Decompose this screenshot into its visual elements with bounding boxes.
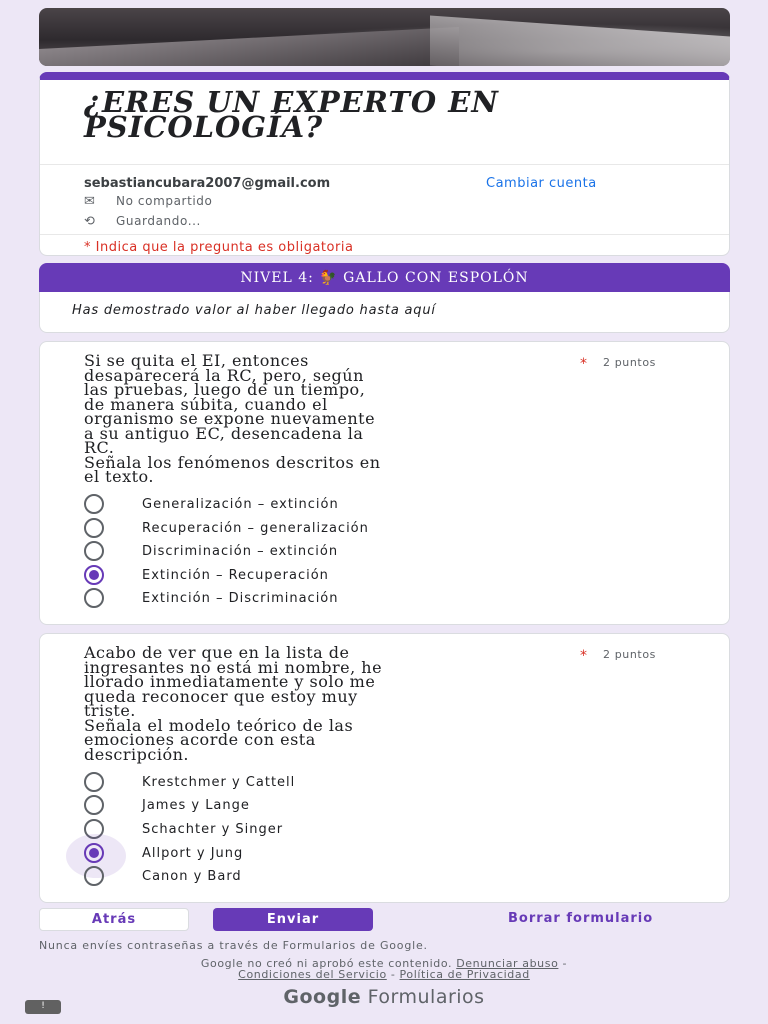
option-label: Generalización – extinción [142, 496, 339, 512]
form-title: ¿ERES UN EXPERTO EN PSICOLOGÍA? [84, 85, 499, 144]
question-card-1 [39, 341, 730, 625]
divider [40, 164, 729, 165]
option-label: Extinción – Recuperación [142, 567, 329, 583]
section-title: NIVEL 4: 🐓 GALLO CON ESPOLÓN [39, 263, 730, 293]
radio-button-selected[interactable] [84, 843, 104, 863]
account-email: sebastiancubara2007@gmail.com [84, 176, 331, 191]
option-row[interactable] [84, 493, 644, 515]
radio-button[interactable] [84, 541, 104, 561]
form-title-card [39, 72, 730, 256]
option-row[interactable] [84, 587, 644, 609]
divider [40, 234, 729, 235]
switch-account-link[interactable]: Cambiar cuenta [486, 176, 597, 191]
option-label: Recuperación – generalización [142, 520, 369, 536]
disclaimer-text: Google no creó ni aprobó este contenido. [200, 957, 453, 970]
required-note: * Indica que la pregunta es obligatoria [84, 240, 354, 255]
option-label: Krestchmer y Cattell [142, 774, 296, 790]
question-points: 2 puntos [603, 648, 656, 661]
header-banner-image [39, 8, 730, 66]
radio-button[interactable] [84, 795, 104, 815]
not-shared-label: No compartido [116, 194, 213, 208]
option-label: Canon y Bard [142, 868, 242, 884]
terms-link[interactable]: Condiciones del Servicio [238, 968, 387, 981]
required-asterisk: * [580, 356, 587, 372]
option-row[interactable] [84, 794, 644, 816]
option-row[interactable] [84, 818, 644, 840]
report-abuse-link[interactable]: Denunciar abuso [456, 957, 559, 970]
radio-button[interactable] [84, 866, 104, 886]
mail-icon: ✉ [84, 194, 96, 209]
option-label: Extinción – Discriminación [142, 590, 339, 606]
option-label: Discriminación – extinción [142, 543, 339, 559]
required-asterisk: * [580, 648, 587, 664]
report-icon[interactable]: ! [25, 1000, 61, 1014]
radio-button-selected[interactable] [84, 565, 104, 585]
question-text: Acabo de ver que en la lista de ingresantes no está mi nombre, he llorado inmediatamente y solo me queda reconocer que estoy muy triste. Señala el modelo teórico de las emociones acorde con esta descripción. [84, 643, 383, 764]
radio-button[interactable] [84, 772, 104, 792]
brand-google: Google [283, 986, 362, 1008]
radio-button[interactable] [84, 518, 104, 538]
google-forms-logo [0, 986, 768, 1008]
radio-button[interactable] [84, 494, 104, 514]
question-text: Si se quita el EI, entonces desaparecerá la RC, pero, según las pruebas, luego de un tiempo, de manera súbita, cuando el organismo se expone nuevamente a su antiguo EC, desencadena la RC. Señala los fenómenos descritos en el texto. [84, 351, 381, 486]
clear-form-button[interactable]: Borrar formulario [508, 911, 654, 926]
question-card-2 [39, 633, 730, 903]
back-button[interactable]: Atrás [39, 908, 189, 931]
saving-row [84, 214, 201, 229]
option-row[interactable] [84, 771, 644, 793]
radio-button[interactable] [84, 588, 104, 608]
banner-book-page-right [430, 16, 730, 66]
option-label: Schachter y Singer [142, 821, 284, 837]
section-description-card [39, 292, 730, 333]
banner-book-page-left [39, 27, 459, 66]
not-shared-row [84, 194, 212, 209]
option-row-selected[interactable] [84, 564, 644, 586]
sync-icon: ⟲ [84, 214, 96, 229]
brand-forms: Formularios [367, 986, 485, 1008]
option-row[interactable] [84, 517, 644, 539]
option-label: Allport y Jung [142, 845, 244, 861]
question-points: 2 puntos [603, 356, 656, 369]
privacy-link[interactable]: Política de Privacidad [399, 968, 530, 981]
saving-label: Guardando... [116, 214, 201, 228]
section-description: Has demostrado valor al haber llegado hasta aquí [72, 303, 436, 318]
option-label: James y Lange [142, 797, 250, 813]
submit-button[interactable]: Enviar [213, 908, 373, 931]
password-warning: Nunca envíes contraseñas a través de Formularios de Google. [39, 939, 428, 952]
option-row[interactable] [84, 865, 644, 887]
option-row[interactable] [84, 540, 644, 562]
footer-legal: Google no creó ni aprobó este contenido. Denunciar abuso - Condiciones del Servicio - Política de Privacidad [200, 957, 568, 981]
option-row-selected[interactable] [84, 842, 644, 864]
